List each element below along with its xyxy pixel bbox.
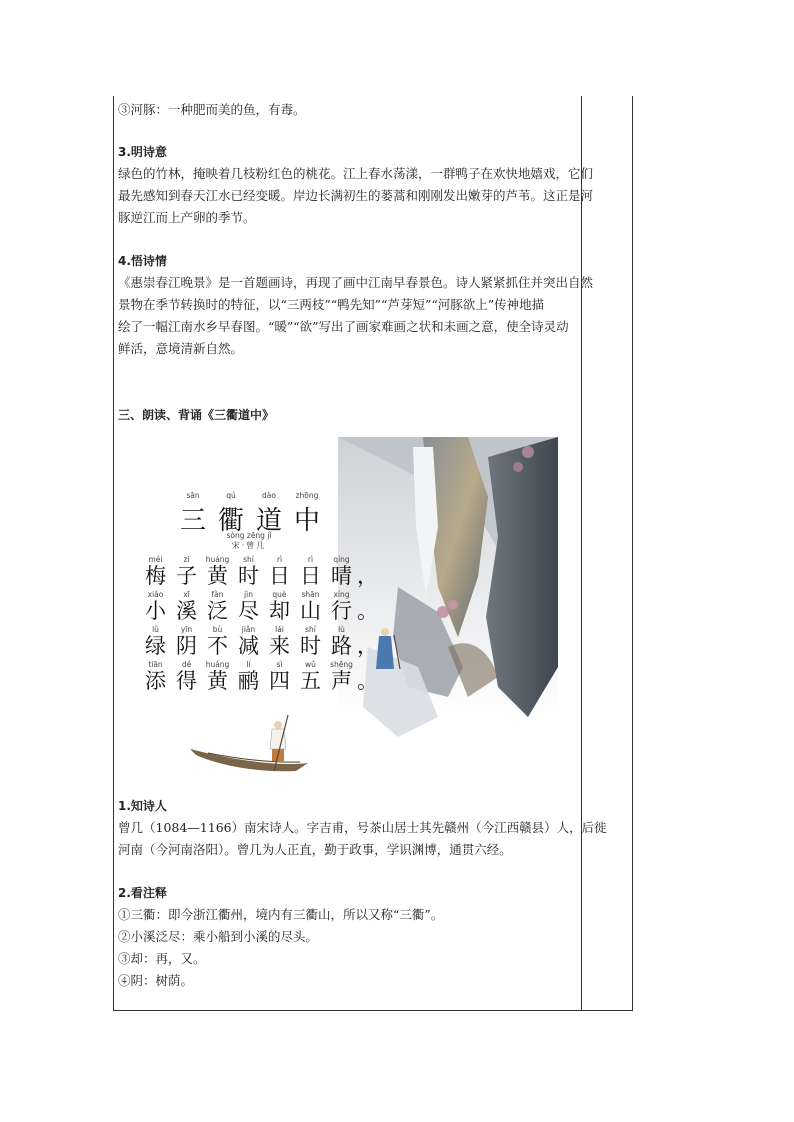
heading-meaning: 3.明诗意 xyxy=(118,145,167,159)
poem-char: 四 xyxy=(269,669,290,693)
feeling-line: 《惠崇春江晚景》是一首题画诗，再现了画中江南早春景色。诗人紧紧抓住并突出自然 xyxy=(118,275,594,290)
pinyin: shēng xyxy=(330,660,353,669)
poem-char: 泛 xyxy=(207,599,228,623)
poem-char: 五 xyxy=(300,669,321,693)
poem-char: 鹂 xyxy=(238,669,259,693)
poem-char: 日 xyxy=(300,564,321,588)
poem-char: 子 xyxy=(176,564,197,588)
poem-char: 来 xyxy=(269,634,290,658)
poem-char: 晴 xyxy=(331,564,352,588)
pinyin: fàn xyxy=(211,590,224,599)
poem-char: 得 xyxy=(176,669,197,693)
pinyin: rì xyxy=(307,555,314,564)
poem-char: 绿 xyxy=(145,634,166,658)
heading-poet: 1.知诗人 xyxy=(118,799,167,813)
note-3: ③河豚：一种肥而美的鱼，有毒。 xyxy=(118,102,306,117)
pinyin: méi xyxy=(148,555,163,564)
column-divider xyxy=(581,96,582,1011)
pinyin: xíng xyxy=(333,590,350,599)
title-pinyin: qú xyxy=(226,491,236,500)
title-pinyin: sān xyxy=(186,491,200,500)
pinyin: qíng xyxy=(333,555,350,564)
note-item: ①三衢：即今浙江衢州，境内有三衢山，所以又称“三衢”。 xyxy=(118,907,444,922)
pinyin: huáng xyxy=(205,555,230,564)
note-item: ②小溪泛尽：乘小船到小溪的尽头。 xyxy=(118,929,319,944)
poem-char: 日 xyxy=(269,564,290,588)
poem-text xyxy=(145,437,558,777)
poem-line-2 xyxy=(140,590,378,623)
author-name: 宋·曾几 xyxy=(231,541,267,550)
meaning-line: 豚逆江而上产卵的季节。 xyxy=(118,210,256,225)
lesson-content xyxy=(118,96,594,426)
section-three-heading: 三、朗读、背诵《三衢道中》 xyxy=(118,408,275,422)
poet-line: 曾几（1084—1166）南宋诗人。字吉甫，号茶山居士其先赣州（今江西赣县）人，后徙 xyxy=(118,820,607,835)
pinyin: tiān xyxy=(148,660,163,669)
title-char: 中 xyxy=(293,506,320,536)
pinyin: shān xyxy=(301,590,320,599)
title-pinyin: zhōng xyxy=(295,491,319,500)
poem-char: 阴 xyxy=(176,634,197,658)
feeling-line: 鲜活，意境清新自然。 xyxy=(118,341,244,356)
poem-line-3 xyxy=(140,625,378,658)
pinyin: jìn xyxy=(244,590,253,599)
pinyin: shí xyxy=(305,625,316,634)
poem-char: 减 xyxy=(238,634,259,658)
pinyin: lí xyxy=(246,660,251,669)
poem-char: 黄 xyxy=(207,669,228,693)
poem-line-4 xyxy=(140,660,378,693)
poem-illustration xyxy=(145,437,558,777)
pinyin: rì xyxy=(276,555,283,564)
feeling-line: 绘了一幅江南水乡早春图。“暖”“欲”写出了画家难画之状和未画之意，使全诗灵动 xyxy=(118,319,569,334)
poem-char: 山 xyxy=(300,599,321,623)
feeling-line: 景物在季节转换时的特征，以“三两枝”“鸭先知”“芦芽短”“河豚欲上”传神地描 xyxy=(118,297,545,312)
poem-char: 黄 xyxy=(207,564,228,588)
pinyin: jiǎn xyxy=(241,625,256,634)
poem-char: 溪 xyxy=(176,599,197,623)
poem-punct: ， xyxy=(357,564,378,588)
poem-char: 时 xyxy=(300,634,321,658)
heading-notes: 2.看注释 xyxy=(118,886,167,900)
title-pinyin: dào xyxy=(262,491,276,500)
poem-char: 不 xyxy=(207,634,228,658)
pinyin: xī xyxy=(183,590,190,599)
title-char: 三 xyxy=(179,506,206,536)
poem-punct: 。 xyxy=(357,599,378,623)
pinyin: bù xyxy=(212,625,223,634)
poem-char: 路 xyxy=(331,634,352,658)
pinyin: huáng xyxy=(205,660,230,669)
author-pinyin: sòng zēng jǐ xyxy=(226,531,272,540)
poet-line: 河南（今河南洛阳）。曾几为人正直，勤于政事，学识渊博，通贯六经。 xyxy=(118,842,512,857)
heading-feeling: 4.悟诗情 xyxy=(118,254,167,268)
meaning-line: 绿色的竹林，掩映着几枝粉红色的桃花。江上春水荡漾，一群鸭子在欢快地嬉戏，它们 xyxy=(118,166,594,181)
pinyin: yīn xyxy=(180,625,193,634)
poem-char: 却 xyxy=(269,599,290,623)
note-item: ④阴：树荫。 xyxy=(118,973,194,988)
note-item: ③却：再，又。 xyxy=(118,951,206,966)
poem-char: 梅 xyxy=(145,564,166,588)
title-char: 衢 xyxy=(217,506,244,536)
pinyin: shí xyxy=(243,555,254,564)
poem-char: 添 xyxy=(145,669,166,693)
poem-punct: ， xyxy=(357,634,378,658)
poem-char: 行 xyxy=(331,599,352,623)
title-char: 道 xyxy=(255,506,282,536)
poem-punct: 。 xyxy=(357,669,378,693)
poem-char: 小 xyxy=(145,599,166,623)
pinyin: lái xyxy=(275,625,284,634)
poem-author xyxy=(204,531,294,551)
pinyin: wǔ xyxy=(305,660,316,669)
poem-char: 声 xyxy=(331,669,352,693)
poem-line-1 xyxy=(140,555,378,588)
pinyin: zi xyxy=(183,555,190,564)
lesson-content-bottom xyxy=(118,795,607,992)
poem-char: 时 xyxy=(238,564,259,588)
pinyin: dé xyxy=(181,660,192,669)
pinyin: lù xyxy=(338,625,345,634)
pinyin: sì xyxy=(276,660,283,669)
pinyin: lǜ xyxy=(152,625,159,634)
pinyin: què xyxy=(272,590,287,599)
poem-char: 尽 xyxy=(238,599,259,623)
pinyin: xiǎo xyxy=(147,590,164,599)
meaning-line: 最先感知到春天江水已经变暖。岸边长满初生的蒌蒿和刚刚发出嫩芽的芦苇。这正是河 xyxy=(118,188,594,203)
